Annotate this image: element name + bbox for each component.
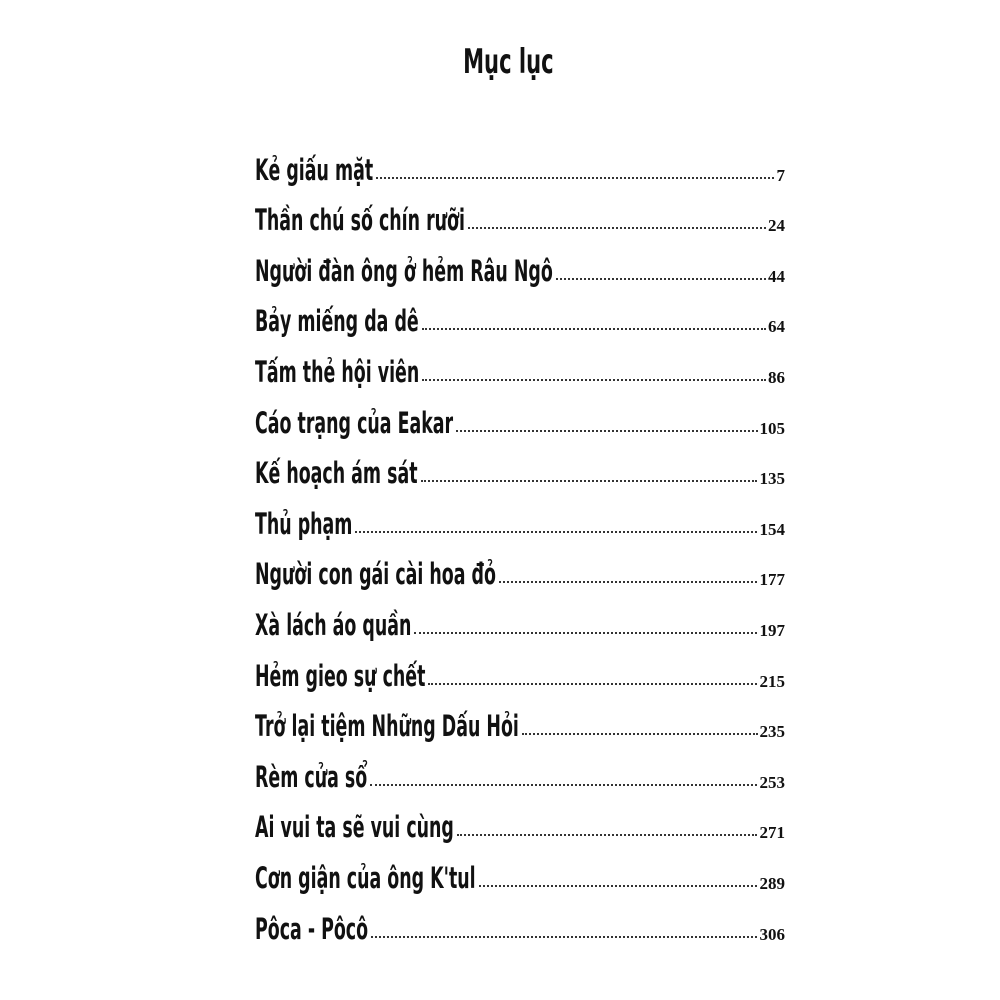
toc-entry [255, 342, 785, 393]
dot-leader [376, 177, 774, 179]
toc-entry-page: 306 [759, 924, 785, 944]
dot-leader [414, 632, 757, 634]
toc-entry-page: 135 [759, 469, 785, 489]
toc-entry-page: 105 [759, 418, 785, 438]
toc-entry-page: 289 [759, 873, 785, 893]
toc-entry-title: Kẻ giấu mặt [255, 152, 374, 187]
toc-entry-page: 7 [776, 165, 785, 185]
dot-leader [457, 834, 758, 836]
dot-leader [371, 936, 757, 938]
toc-entry-page: 215 [759, 671, 785, 691]
dot-leader [468, 227, 766, 229]
toc-entry-page: 24 [768, 216, 785, 236]
toc-entry-title: Bảy miếng da dê [255, 304, 419, 339]
toc-entry-title: Kế hoạch ám sát [255, 456, 418, 491]
dot-leader [422, 379, 766, 381]
toc-entry [255, 494, 785, 545]
dot-leader [499, 581, 758, 583]
page-title: Mục lục [463, 42, 554, 82]
toc-entry [255, 191, 785, 242]
toc-entry [255, 545, 785, 596]
toc-entry-title: Rèm cửa sổ [255, 759, 368, 794]
toc-entry [255, 444, 785, 495]
toc-entry [255, 140, 785, 191]
toc-entry-title: Trở lại tiệm Những Dấu Hỏi [255, 709, 519, 744]
toc-entry-page: 86 [768, 367, 785, 387]
toc-entry-title: Người con gái cài hoa đỏ [255, 557, 496, 592]
dot-leader [522, 733, 758, 735]
toc-entry [255, 646, 785, 697]
toc-entry-page: 235 [759, 722, 785, 742]
dot-leader [422, 328, 766, 330]
toc-entry-page: 271 [759, 823, 785, 843]
toc-entry [255, 697, 785, 748]
table-of-contents [255, 140, 785, 950]
dot-leader [556, 278, 766, 280]
toc-entry-title: Hẻm gieo sự chết [255, 658, 426, 693]
dot-leader [355, 531, 757, 533]
toc-entry-page: 253 [759, 772, 785, 792]
toc-entry-title: Thần chú số chín rưỡi [255, 203, 465, 238]
toc-entry-title: Pôca - Pôcô [255, 911, 369, 946]
toc-entry-title: Ai vui ta sẽ vui cùng [255, 810, 454, 845]
toc-entry [255, 848, 785, 899]
toc-entry [255, 393, 785, 444]
dot-leader [428, 683, 757, 685]
dot-leader [456, 430, 757, 432]
toc-entry-title: Cơn giận của ông K'tul [255, 860, 476, 895]
toc-entry [255, 899, 785, 950]
toc-entry-title: Cáo trạng của Eakar [255, 405, 454, 440]
toc-entry-page: 177 [759, 570, 785, 590]
toc-entry [255, 747, 785, 798]
toc-entry-page: 64 [768, 317, 785, 337]
toc-entry-page: 44 [768, 266, 785, 286]
toc-entry-title: Thủ phạm [255, 506, 353, 541]
toc-entry [255, 798, 785, 849]
toc-entry-title: Tấm thẻ hội viên [255, 354, 420, 389]
toc-entry [255, 292, 785, 343]
dot-leader [370, 784, 757, 786]
toc-entry-page: 197 [759, 620, 785, 640]
toc-entry-title: Xà lách áo quần [255, 607, 412, 642]
toc-entry-page: 154 [759, 519, 785, 539]
toc-entry [255, 595, 785, 646]
toc-entry-title: Người đàn ông ở hẻm Râu Ngô [255, 253, 553, 288]
toc-entry [255, 241, 785, 292]
dot-leader [421, 480, 758, 482]
dot-leader [479, 885, 758, 887]
